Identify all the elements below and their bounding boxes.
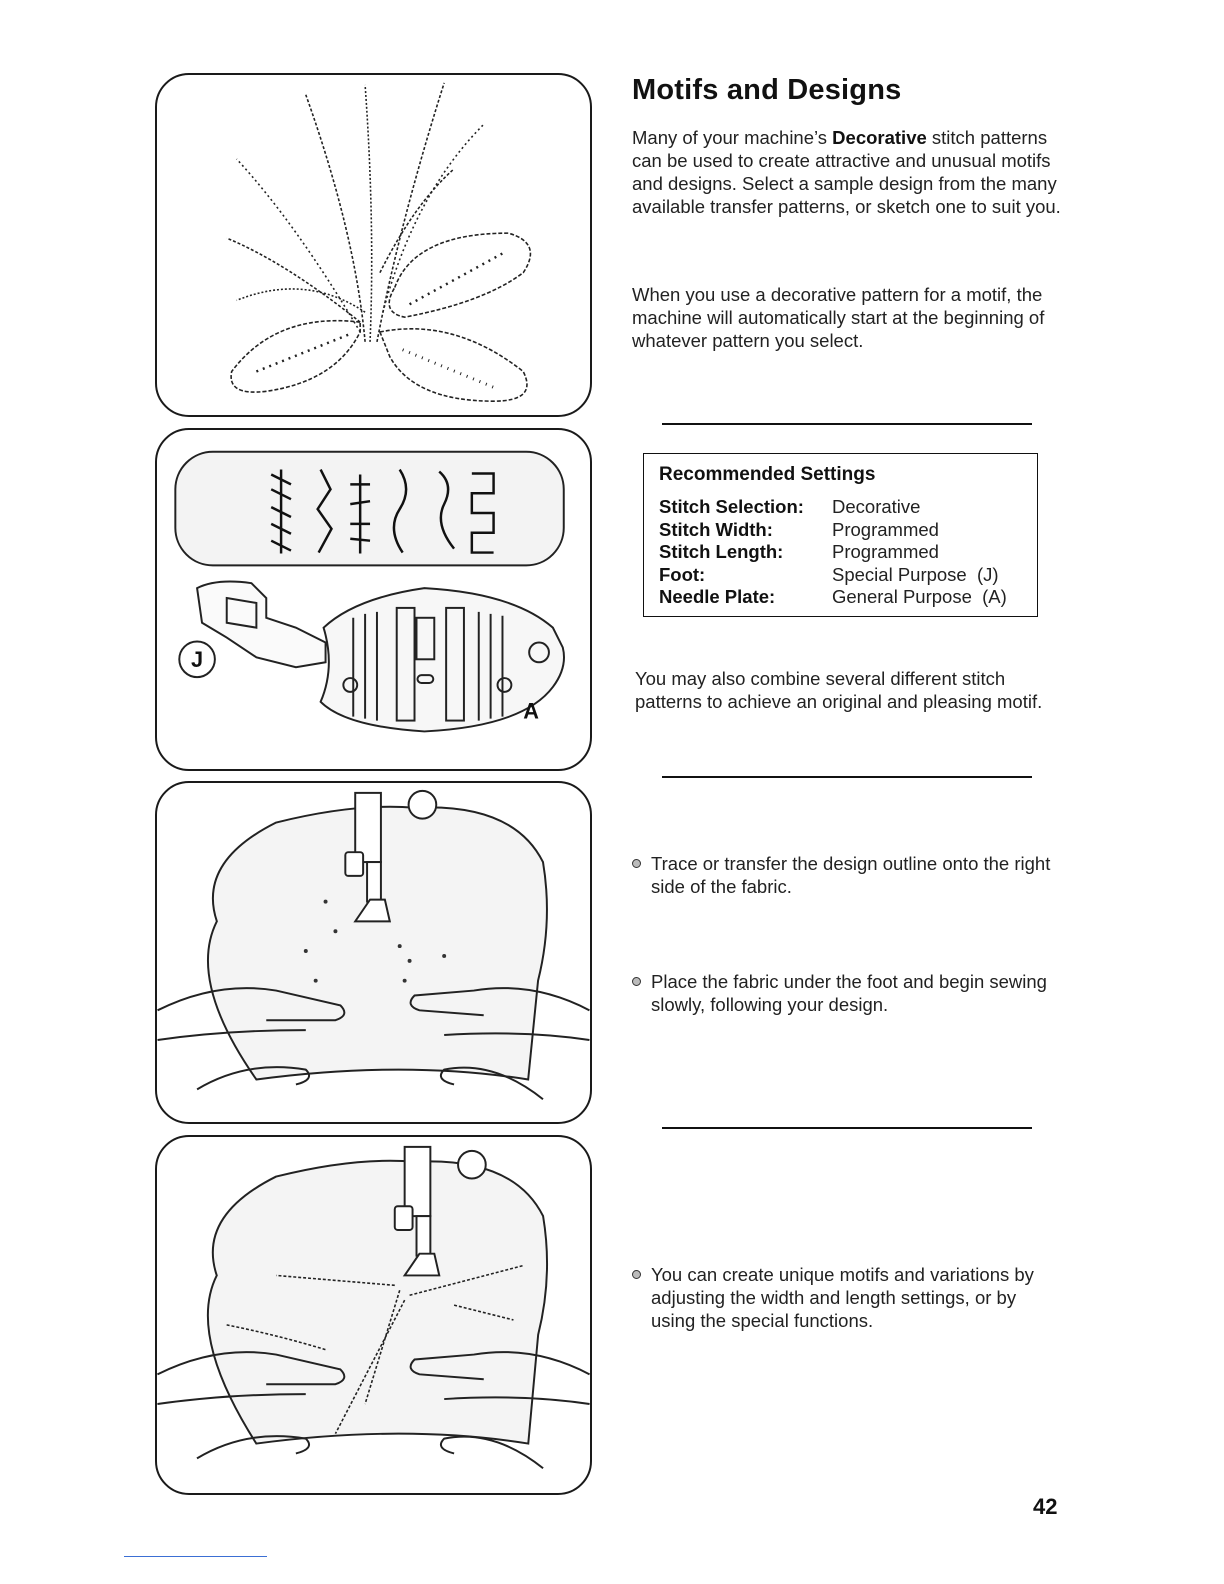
settings-heading: Recommended Settings — [659, 464, 876, 485]
divider — [662, 776, 1032, 778]
combine-paragraph: You may also combine several different stitch patterns to achieve an original and pleasing motif. — [635, 668, 1043, 712]
bullet-item: Place the fabric under the foot and begin sewing slowly, following your design. — [632, 970, 1052, 1016]
motif-start-paragraph: When you use a decorative pattern for a motif, the machine will automatically start at the beginning of whatever pattern you select. — [632, 284, 1045, 351]
settings-row: Needle Plate: General Purpose (A) — [659, 586, 1007, 607]
foot-label: J — [191, 647, 204, 673]
hands-fabric-drawing — [157, 783, 590, 1122]
hands-motif-drawing — [157, 1137, 590, 1493]
recommended-settings-box — [643, 453, 1038, 617]
footer-line — [124, 1556, 267, 1557]
bullet-item: You can create unique motifs and variations by adjusting the width and length settings, or by using the special functions. — [632, 1263, 1052, 1332]
page-title: Motifs and Designs — [632, 74, 902, 106]
bullet-dot-icon — [632, 1270, 641, 1279]
plant-motif-drawing — [157, 75, 590, 415]
bullet-dot-icon — [632, 859, 641, 868]
intro-paragraph: Many of your machine’s Decorative stitch patterns can be used to create attractive and unusual motifs and designs. Select a sample design from the many available transfer patterns, or sketch one to suit you. — [632, 127, 1061, 217]
stitch-foot-plate-drawing — [157, 430, 590, 769]
settings-row: Stitch Selection: Decorative — [659, 496, 921, 517]
page-number: 42 — [1033, 1494, 1058, 1519]
divider — [662, 423, 1032, 425]
decorative-emphasis: Decorative — [832, 127, 927, 148]
bullet-dot-icon — [632, 977, 641, 986]
motif-plant-illustration — [155, 73, 592, 417]
bullet-item: Trace or transfer the design outline onto the right side of the fabric. — [632, 852, 1052, 898]
settings-row: Stitch Width: Programmed — [659, 518, 939, 540]
sewing-trace-illustration — [155, 781, 592, 1124]
plate-label: A — [523, 698, 539, 724]
divider — [662, 1127, 1032, 1129]
stitch-foot-plate-illustration — [155, 428, 592, 771]
settings-row: Stitch Length: Programmed — [659, 541, 939, 562]
settings-row: Foot: Special Purpose (J) — [659, 563, 999, 585]
sewing-motif-illustration — [155, 1135, 592, 1495]
